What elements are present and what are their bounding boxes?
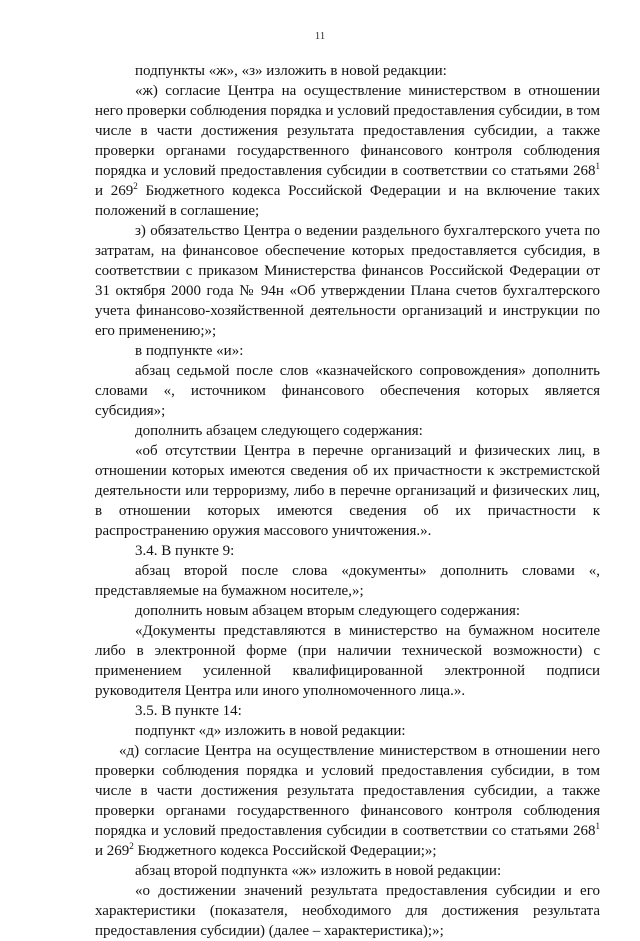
paragraph: дополнить новым абзацем вторым следующего содержания:	[135, 603, 521, 619]
footnote-superscript: 1	[595, 821, 600, 831]
paragraph: з) обязательство Центра о ведении раздельного бухгалтерского учета по затратам, на финансовое обеспечение которых предоставляется субсидия, в соответствии с приказом Министерства финансов Российской Федерации от 31 октября 2000 года № 94н «Об утверждении Плана счетов бухгалтерского учета финансово-хозяйственной деятельности организаций и инструкции по его применению;»;	[95, 223, 600, 339]
document-body	[95, 61, 600, 941]
paragraph: «д) согласие Центра на осуществление министерством в отношении него проверки соблюдения порядка и условий предоставления субсидии, в том числе в части достижения результата предоставления субсидии, а также проверки органами государственного финансового контроля соблюдения порядка и условий предоставления субсидии в соответствии со статьями $268^1$ и $269^2$ Бюджетного кодекса Российской Федерации;»;	[95, 743, 600, 859]
paragraph: «ж) согласие Центра на осуществление министерством в отношении него проверки соблюдения порядка и условий предоставления субсидии, в том числе в части достижения результата предоставления субсидии, а также проверки органами государственного финансового контроля соблюдения порядка и условий предоставления субсидии в соответствии со статьями $268^1$ и $269^2$ Бюджетного кодекса Российской Федерации и на включение таких положений в соглашение;	[95, 83, 601, 219]
page-number: 11	[314, 30, 326, 42]
paragraph: «о достижении значений результата предоставления субсидии и его характеристики (показателя, необходимого для достижения результата предоставления субсидии) (далее – характеристика);»;	[95, 883, 600, 939]
paragraph: дополнить абзацем следующего содержания:	[135, 423, 423, 439]
footnote-superscript: 2	[133, 181, 138, 191]
paragraph: абзац второй подпункта «ж» изложить в новой редакции:	[135, 863, 502, 879]
footnote-superscript: 2	[129, 841, 134, 851]
paragraph: 3.4. В пункте 9:	[135, 543, 235, 559]
paragraph: «Документы представляются в министерство на бумажном носителе либо в электронной форме (при наличии технической возможности) с применением усиленной квалифицированной электронной подписи руководителя Центра или иного уполномоченного лица.».	[95, 623, 600, 699]
paragraph: абзац седьмой после слов «казначейского сопровождения» дополнить словами «, источником финансового обеспечения которых является субсидия»;	[95, 363, 600, 419]
paragraph: подпункт «д» изложить в новой редакции:	[135, 723, 406, 739]
paragraph: абзац второй после слова «документы» дополнить словами «, представляемые на бумажном носителе,»;	[95, 563, 600, 599]
paragraph: подпункты «ж», «з» изложить в новой редакции:	[135, 63, 447, 79]
paragraph: в подпункте «и»:	[135, 343, 244, 359]
footnote-superscript: 1	[595, 161, 600, 171]
paragraph: 3.5. В пункте 14:	[135, 703, 242, 719]
paragraph: «об отсутствии Центра в перечне организаций и физических лиц, в отношении которых имеются сведения об их причастности к экстремистской деятельности или терроризму, либо в перечне организаций и физических лиц, в отношении которых имеются сведения об их причастности к распространению оружия массового уничтожения.».	[95, 443, 600, 539]
